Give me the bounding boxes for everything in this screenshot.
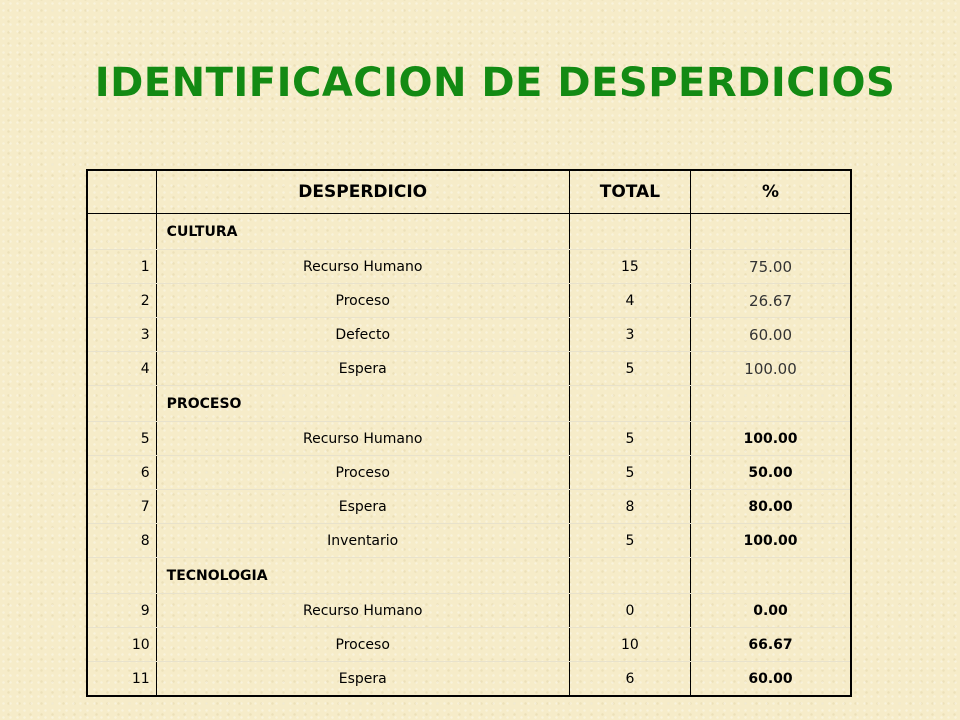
row-percent: 60.00 [691, 318, 851, 352]
row-number: 5 [87, 422, 156, 456]
row-total: 4 [569, 284, 690, 318]
row-number: 9 [87, 594, 156, 628]
row-total: 5 [569, 422, 690, 456]
row-name: Recurso Humano [156, 250, 569, 284]
row-number: 4 [87, 352, 156, 386]
row-percent: 60.00 [691, 662, 851, 697]
row-name: Defecto [156, 318, 569, 352]
row-number: 3 [87, 318, 156, 352]
table-row [87, 662, 851, 697]
row-name: Proceso [156, 628, 569, 662]
row-total: 5 [569, 524, 690, 558]
row-name: Proceso [156, 284, 569, 318]
header-number [87, 170, 156, 214]
row-percent: 66.67 [691, 628, 851, 662]
row-number: 2 [87, 284, 156, 318]
row-number: 11 [87, 662, 156, 697]
row-total: 5 [569, 456, 690, 490]
row-number: 8 [87, 524, 156, 558]
row-number: 1 [87, 250, 156, 284]
header-total: TOTAL [569, 170, 690, 214]
row-name: Proceso [156, 456, 569, 490]
table-row [87, 284, 851, 318]
row-total: 0 [569, 594, 690, 628]
section-label: CULTURA [156, 214, 569, 250]
header-desperdicio: DESPERDICIO [156, 170, 569, 214]
table-row [87, 524, 851, 558]
row-percent: 80.00 [691, 490, 851, 524]
table-row [87, 628, 851, 662]
row-name: Recurso Humano [156, 422, 569, 456]
row-total: 3 [569, 318, 690, 352]
row-name: Espera [156, 662, 569, 697]
row-percent: 50.00 [691, 456, 851, 490]
table-row [87, 250, 851, 284]
row-total: 5 [569, 352, 690, 386]
table-row [87, 456, 851, 490]
table-row [87, 318, 851, 352]
row-number: 10 [87, 628, 156, 662]
waste-table [86, 169, 852, 697]
header-percent: % [691, 170, 851, 214]
row-percent: 75.00 [691, 250, 851, 284]
table-row [87, 490, 851, 524]
section-label: PROCESO [156, 386, 569, 422]
row-total: 6 [569, 662, 690, 697]
table-header-row [87, 170, 851, 214]
row-name: Inventario [156, 524, 569, 558]
row-percent: 0.00 [691, 594, 851, 628]
row-percent: 26.67 [691, 284, 851, 318]
row-percent: 100.00 [691, 524, 851, 558]
table-row [87, 594, 851, 628]
row-name: Recurso Humano [156, 594, 569, 628]
section-row-proceso [87, 386, 851, 422]
row-percent: 100.00 [691, 352, 851, 386]
row-name: Espera [156, 490, 569, 524]
row-total: 10 [569, 628, 690, 662]
table-row [87, 422, 851, 456]
section-label: TECNOLOGIA [156, 558, 569, 594]
table-row [87, 352, 851, 386]
row-percent: 100.00 [691, 422, 851, 456]
page-title: IDENTIFICACION DE DESPERDICIOS [94, 60, 896, 106]
row-name: Espera [156, 352, 569, 386]
row-total: 8 [569, 490, 690, 524]
row-total: 15 [569, 250, 690, 284]
section-row-cultura [87, 214, 851, 250]
row-number: 7 [87, 490, 156, 524]
row-number: 6 [87, 456, 156, 490]
section-row-tecnologia [87, 558, 851, 594]
